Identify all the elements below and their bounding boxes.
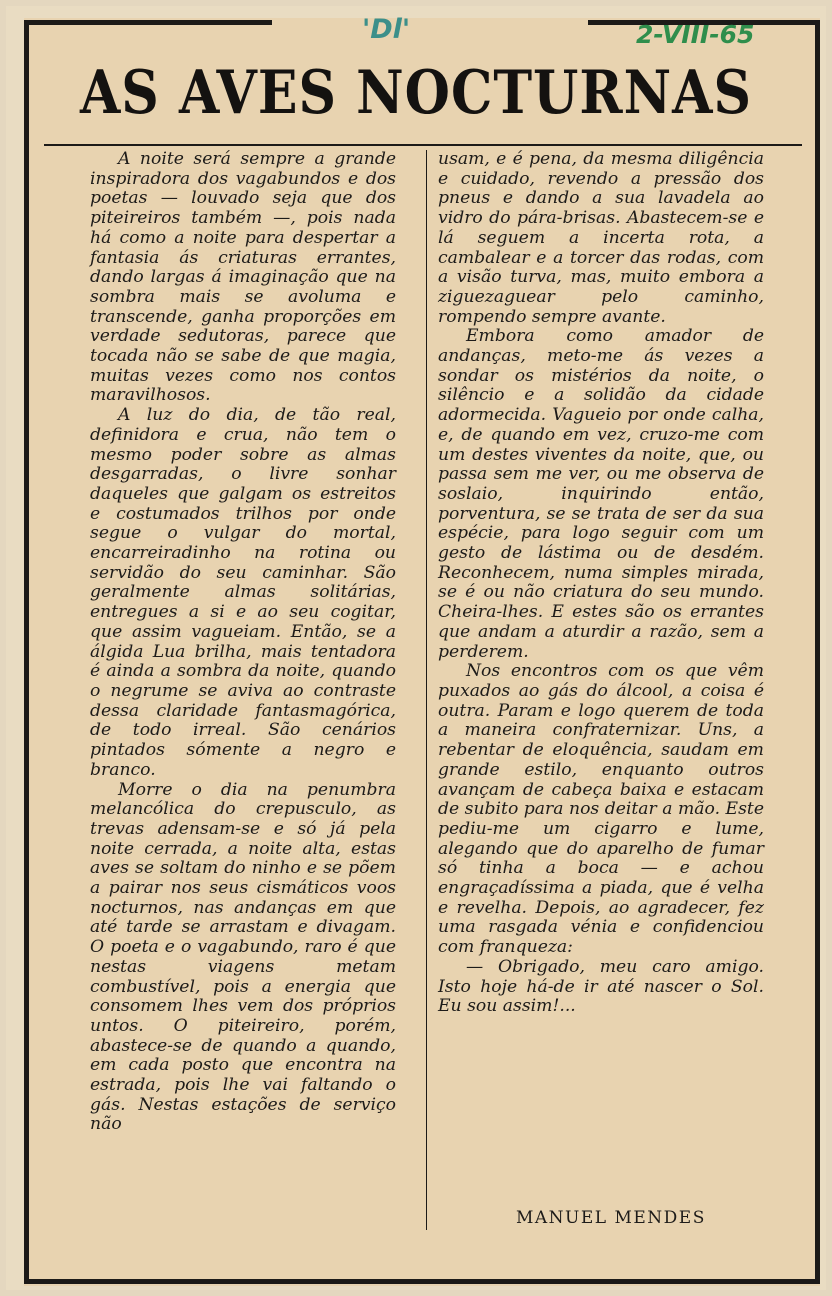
article-column-right	[438, 150, 764, 1017]
paragraph: Morre o dia na penumbra melancólica do crepusculo, as trevas adensam-se e só já pela noite cerrada, a noite alta, estas aves se soltam do ninho e se põem a pairar nos seus cismáticos voos nocturnos, nas andanças em que até tarde se arrastam e divagam. O poeta e o vagabundo, raro é que nestas viagens metam combustível, pois a energia que consomem lhes vem dos próprios untos. O piteireiro, porém, abastece-se de quando a quando, em cada posto que encontra na estrada, pois lhe vai faltando o gás. Nestas estações de serviço não	[90, 779, 396, 1135]
title-rule	[44, 144, 802, 146]
paragraph: Nos encontros com os que vêm puxados ao gás do álcool, a coisa é outra. Param e logo querem de toda a maneira confraternizar. Uns, a rebentar de eloquência, saudam em grande estilo, enquanto outros avançam de cabeça baixa e estacam de subito para nos deitar a mão. Este pediu-me um cigarro e lume, alegando que do aparelho de fumar só tinha a boca — e achou engraçadíssima a piada, que é velha e revelha. Depois, ao agradecer, fez uma rasgada vénia e confidenciou com franqueza:	[438, 661, 764, 958]
author-signature: MANUEL MENDES	[516, 1208, 706, 1228]
handwritten-date: 2-VIII-65	[636, 20, 755, 49]
paragraph: — Obrigado, meu caro amigo. Isto hoje há-de ir até nascer o Sol. Eu sou assim!...	[438, 956, 764, 1017]
article-column-left	[90, 150, 396, 1135]
top-rule-left	[24, 20, 272, 25]
article-title: AS AVES NOCTURNAS	[79, 58, 753, 129]
handwritten-code: 'Dl'	[362, 14, 411, 45]
paragraph: A noite será sempre a grande inspiradora dos vagabundos e dos poetas — louvado seja que dos piteireiros também —, pois nada há como a noite para despertar a fantasia ás criaturas errantes, dando largas á imaginação que na sombra mais se avoluma e transcende, ganha proporções em verdade sedutoras, parece que tocada não se sabe de que magia, muitas vezes como nos contos maravilhosos.	[90, 149, 396, 406]
paragraph-continued: usam, e é pena, da mesma diligência e cuidado, revendo a pressão dos pneus e dando a sua lavadela ao vidro do pára-brisas. Abastecem-se e lá seguem a incerta rota, a cambalear e a torcer das rodas, com a visão turva, mas, muito embora a ziguezaguear pelo caminho, rompendo sempre avante.	[438, 149, 764, 327]
left-border	[24, 20, 29, 1284]
paragraph: Embora como amador de andanças, meto-me ás vezes a sondar os mistérios da noite, o silêncio e a solidão da cidade adormecida. Vagueio por onde calha, e, de quando em vez, cruzo-me com um destes viventes da noite, que, ou passa sem me ver, ou me observa de soslaio, inquirindo então, porventura, se se trata de ser da sua espécie, para logo seguir com um gesto de lástima ou de desdém. Reconhecem, numa simples mirada, se é ou não criatura do seu mundo. Cheira-lhes. E estes são os errantes que andam a aturdir a razão, sem a perderem.	[438, 326, 764, 662]
column-divider	[426, 150, 427, 1230]
right-border	[815, 20, 820, 1284]
bottom-rule	[24, 1279, 820, 1284]
paragraph: A luz do dia, de tão real, definidora e crua, não tem o mesmo poder sobre as almas desgarradas, o livre sonhar daqueles que galgam os estreitos e costumados trilhos por onde segue o vulgar do mortal, encarreiradinho na rotina ou servidão do seu caminhar. São geralmente almas solitárias, entregues a si e ao seu cogitar, que assim vagueiam. Então, se a álgida Lua brilha, mais tentadora é ainda a sombra da noite, quando o negrume se aviva ao contraste dessa claridade fantasmagórica, de todo irreal. São cenários pintados sómente a negro e branco.	[90, 405, 396, 780]
